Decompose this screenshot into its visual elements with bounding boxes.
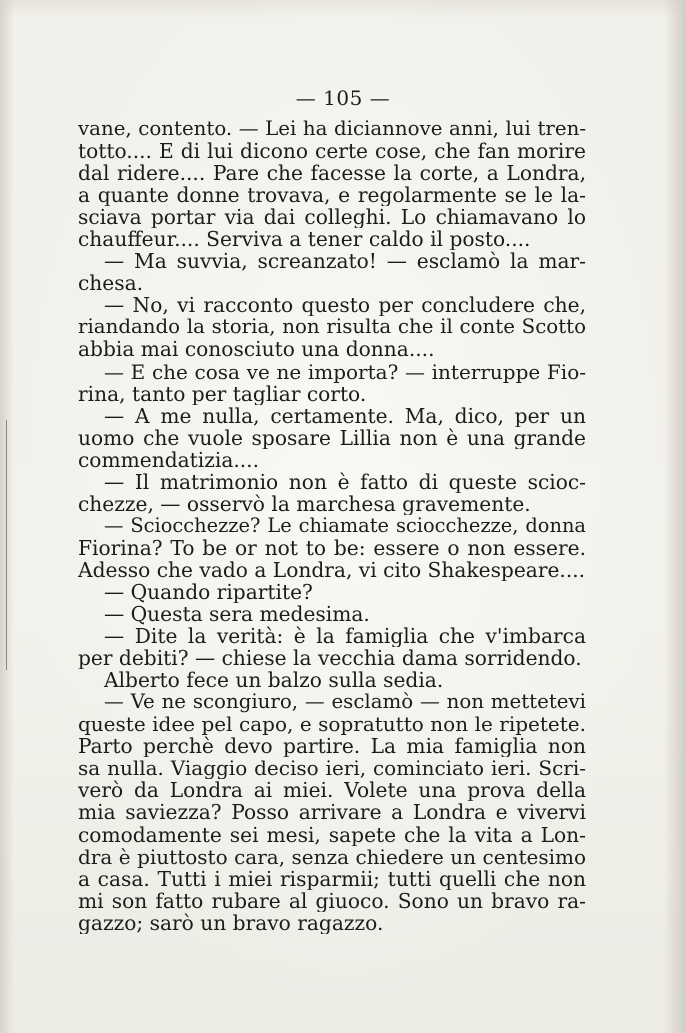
text-line: — Ma suvvia, screanzato! — esclamò la mar- [104, 250, 586, 273]
binding-mark [6, 420, 7, 670]
page-number: — 105 — [295, 86, 391, 110]
text-line: totto.... E di lui dicono certe cose, che fan morire [78, 140, 586, 163]
text-line: — Il matrimonio non è fatto di queste scioc- [104, 470, 586, 493]
page-right-shadow [664, 0, 686, 1033]
text-line: — Sciocchezze? Le chiamate sciocchezze, donna [104, 514, 586, 537]
text-line: comodamente sei mesi, sapete che la vita a Lon- [78, 823, 586, 846]
text-line: sa nulla. Viaggio deciso ieri, cominciato ieri. Scri- [78, 757, 586, 780]
text-line: vane, contento. — Lei ha diciannove anni, lui tren- [78, 118, 586, 140]
text-line: chauffeur.... Serviva a tener caldo il posto.... [78, 228, 531, 251]
page-left-shadow [0, 0, 14, 1033]
text-line: mia saviezza? Posso arrivare a Londra e vivervi [78, 801, 586, 824]
text-line: mi son fatto rubare al giuoco. Sono un bravo ra- [78, 889, 586, 912]
text-line: — Ve ne scongiuro, — esclamò — non mettetevi [104, 691, 586, 714]
text-line: abbia mai conosciuto una donna.... [78, 338, 435, 361]
text-line: Parto perchè devo partire. La mia famiglia non [78, 735, 586, 758]
text-line: rina, tanto per tagliar corto. [78, 382, 367, 405]
text-line: per debiti? — chiese la vecchia dama sorridendo. [78, 647, 582, 670]
text-line: queste idee pel capo, e sopratutto non le ripetete. [78, 713, 586, 736]
text-line: — Questa sera medesima. [104, 603, 370, 626]
text-line: Adesso che vado a Londra, vi cito Shakespeare.... [78, 558, 586, 581]
text-line: dra è piuttosto cara, senza chiedere un centesimo [78, 845, 586, 868]
text-line: verò da Londra ai miei. Volete una prova della [78, 779, 586, 802]
text-line: riandando la storia, non risulta che il conte Scotto [78, 316, 586, 339]
text-line: dal ridere.... Pare che facesse la corte, a Londra, [78, 162, 586, 185]
text-line: — Dite la verità: è la famiglia che v'imbarca [104, 625, 586, 648]
text-line: — Quando ripartite? [104, 580, 313, 604]
text-line: sciava portar via dai colleghi. Lo chiamavano lo [78, 206, 586, 229]
text-line: Fiorina? To be or not to be: essere o non essere. [78, 536, 586, 559]
text-line: chesa. [78, 272, 144, 295]
text-line: — E che cosa ve ne importa? — interruppe Fio- [104, 360, 586, 383]
text-line: chezze, — osservò la marchesa gravemente. [78, 492, 531, 515]
text-line: a casa. Tutti i miei risparmii; tutti quelli che non [78, 867, 586, 890]
text-line: gazzo; sarò un bravo ragazzo. [78, 911, 384, 934]
text-line: commendatizia.... [78, 448, 260, 471]
text-line: a quante donne trovava, e regolarmente se le la- [78, 184, 586, 207]
text-line: Alberto fece un balzo sulla sedia. [104, 669, 444, 692]
text-line: — No, vi racconto questo per concludere che, [104, 294, 586, 317]
body-text [78, 118, 586, 934]
text-line: — A me nulla, certamente. Ma, dico, per un [104, 404, 586, 427]
text-line: uomo che vuole sposare Lillia non è una grande [78, 426, 586, 449]
